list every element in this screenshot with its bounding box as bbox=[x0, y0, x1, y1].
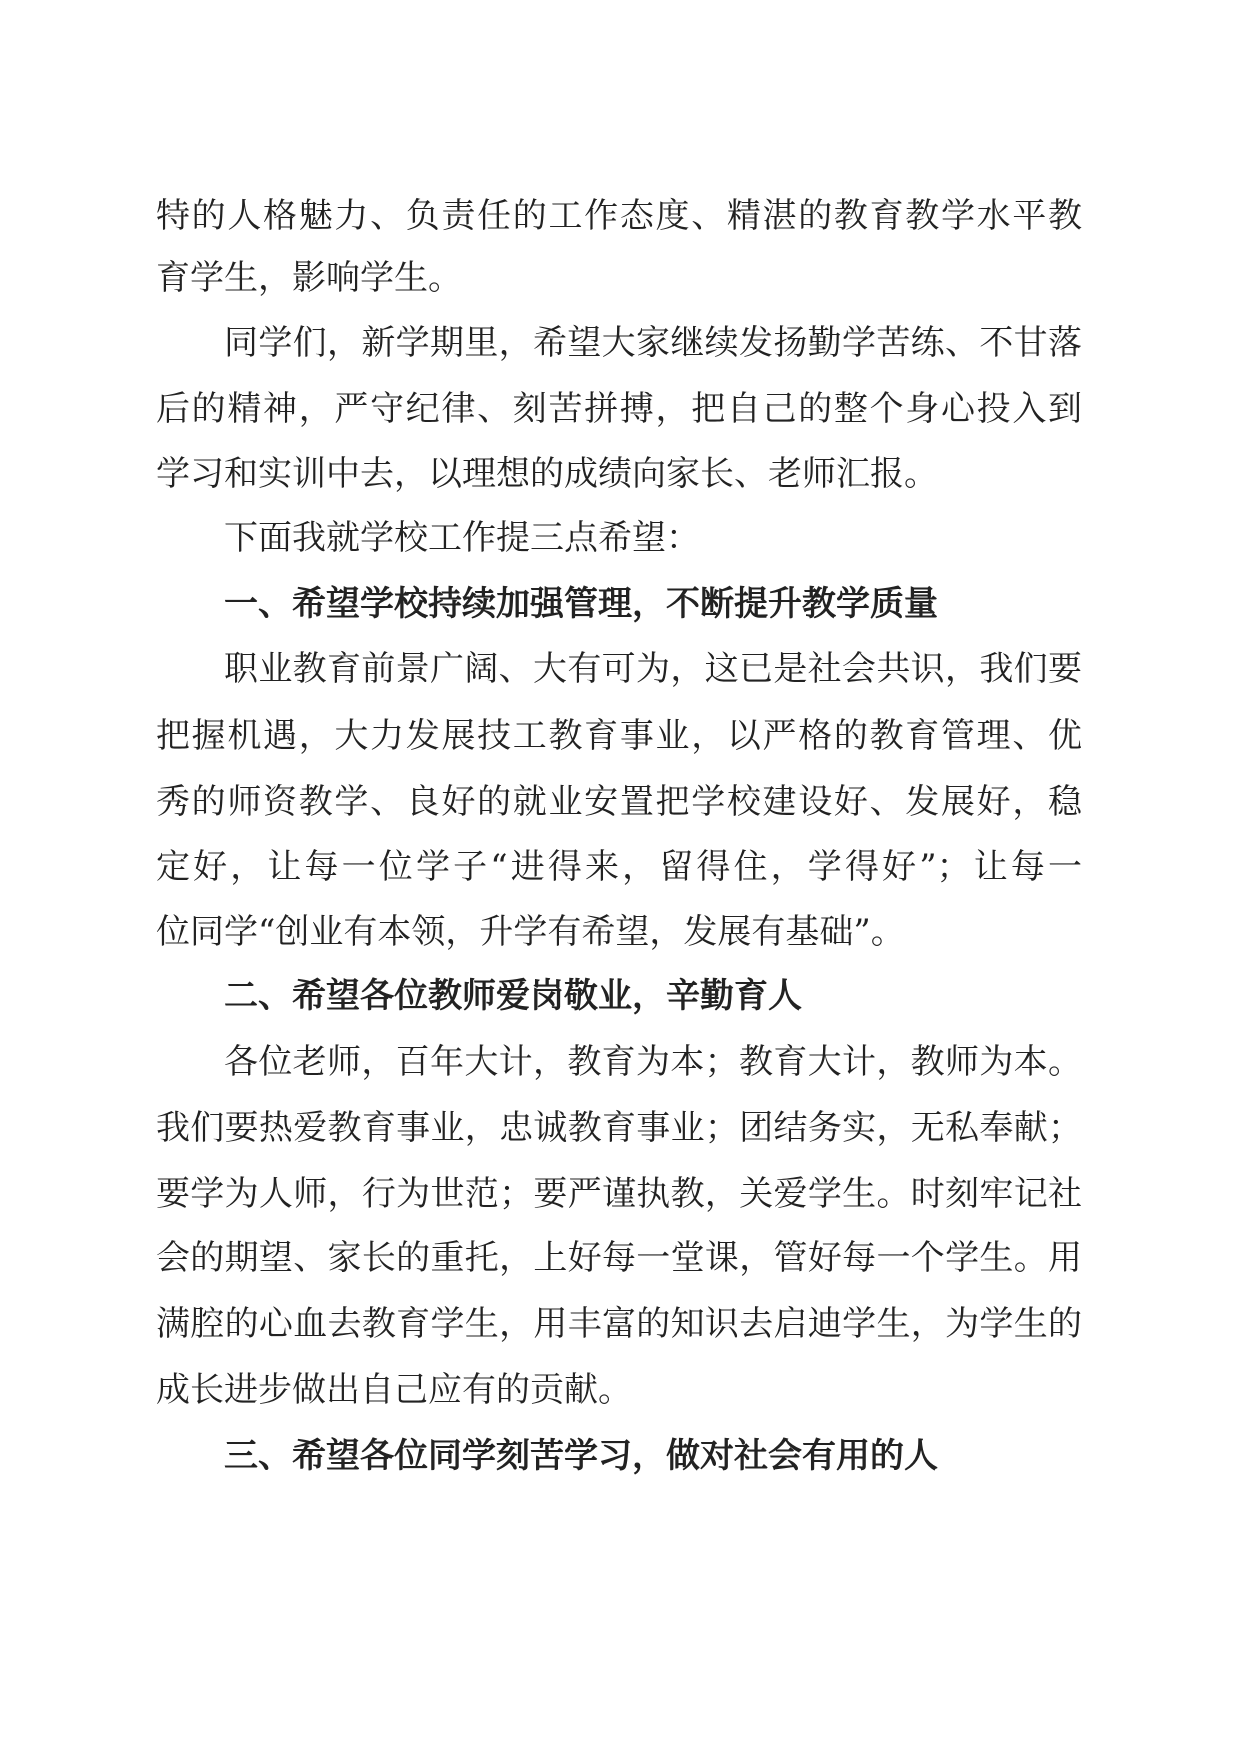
paragraph-line: 位同学“创业有本领，升学有希望，发展有基础”。 bbox=[156, 912, 905, 952]
section-heading: 二、希望各位教师爱岗敬业，辛勤育人 bbox=[224, 976, 802, 1016]
section-heading: 一、希望学校持续加强管理，不断提升教学质量 bbox=[224, 584, 938, 624]
paragraph-line: 要学为人师，行为世范；要严谨执教，关爱学生。时刻牢记社 bbox=[156, 1174, 1082, 1214]
paragraph-line: 各位老师，百年大计，教育为本；教育大计，教师为本。 bbox=[224, 1042, 1082, 1082]
paragraph-line: 育学生，影响学生。 bbox=[156, 258, 462, 298]
paragraph-line: 下面我就学校工作提三点希望： bbox=[224, 518, 700, 558]
paragraph-line: 满腔的心血去教育学生，用丰富的知识去启迪学生，为学生的 bbox=[156, 1304, 1082, 1344]
paragraph-line: 我们要热爱教育事业，忠诚教育事业；团结务实，无私奉献； bbox=[156, 1108, 1082, 1148]
paragraph-line: 秀的师资教学、良好的就业安置把学校建设好、发展好，稳 bbox=[156, 782, 1082, 822]
section-heading: 三、希望各位同学刻苦学习，做对社会有用的人 bbox=[224, 1436, 938, 1476]
paragraph-line: 成长进步做出自己应有的贡献。 bbox=[156, 1370, 632, 1410]
paragraph-line: 学习和实训中去，以理想的成绩向家长、老师汇报。 bbox=[156, 454, 938, 494]
paragraph-line: 同学们，新学期里，希望大家继续发扬勤学苦练、不甘落 bbox=[224, 323, 1082, 363]
paragraph-line: 定好，让每一位学子“进得来，留得住，学得好”；让每一 bbox=[156, 847, 1082, 887]
paragraph-line: 后的精神，严守纪律、刻苦拼搏，把自己的整个身心投入到 bbox=[156, 389, 1082, 429]
paragraph-line: 会的期望、家长的重托，上好每一堂课，管好每一个学生。用 bbox=[156, 1238, 1082, 1278]
paragraph-line: 职业教育前景广阔、大有可为，这已是社会共识，我们要 bbox=[224, 649, 1082, 689]
paragraph-line: 特的人格魅力、负责任的工作态度、精湛的教育教学水平教 bbox=[156, 196, 1082, 236]
paragraph-line: 把握机遇，大力发展技工教育事业，以严格的教育管理、优 bbox=[156, 716, 1082, 756]
